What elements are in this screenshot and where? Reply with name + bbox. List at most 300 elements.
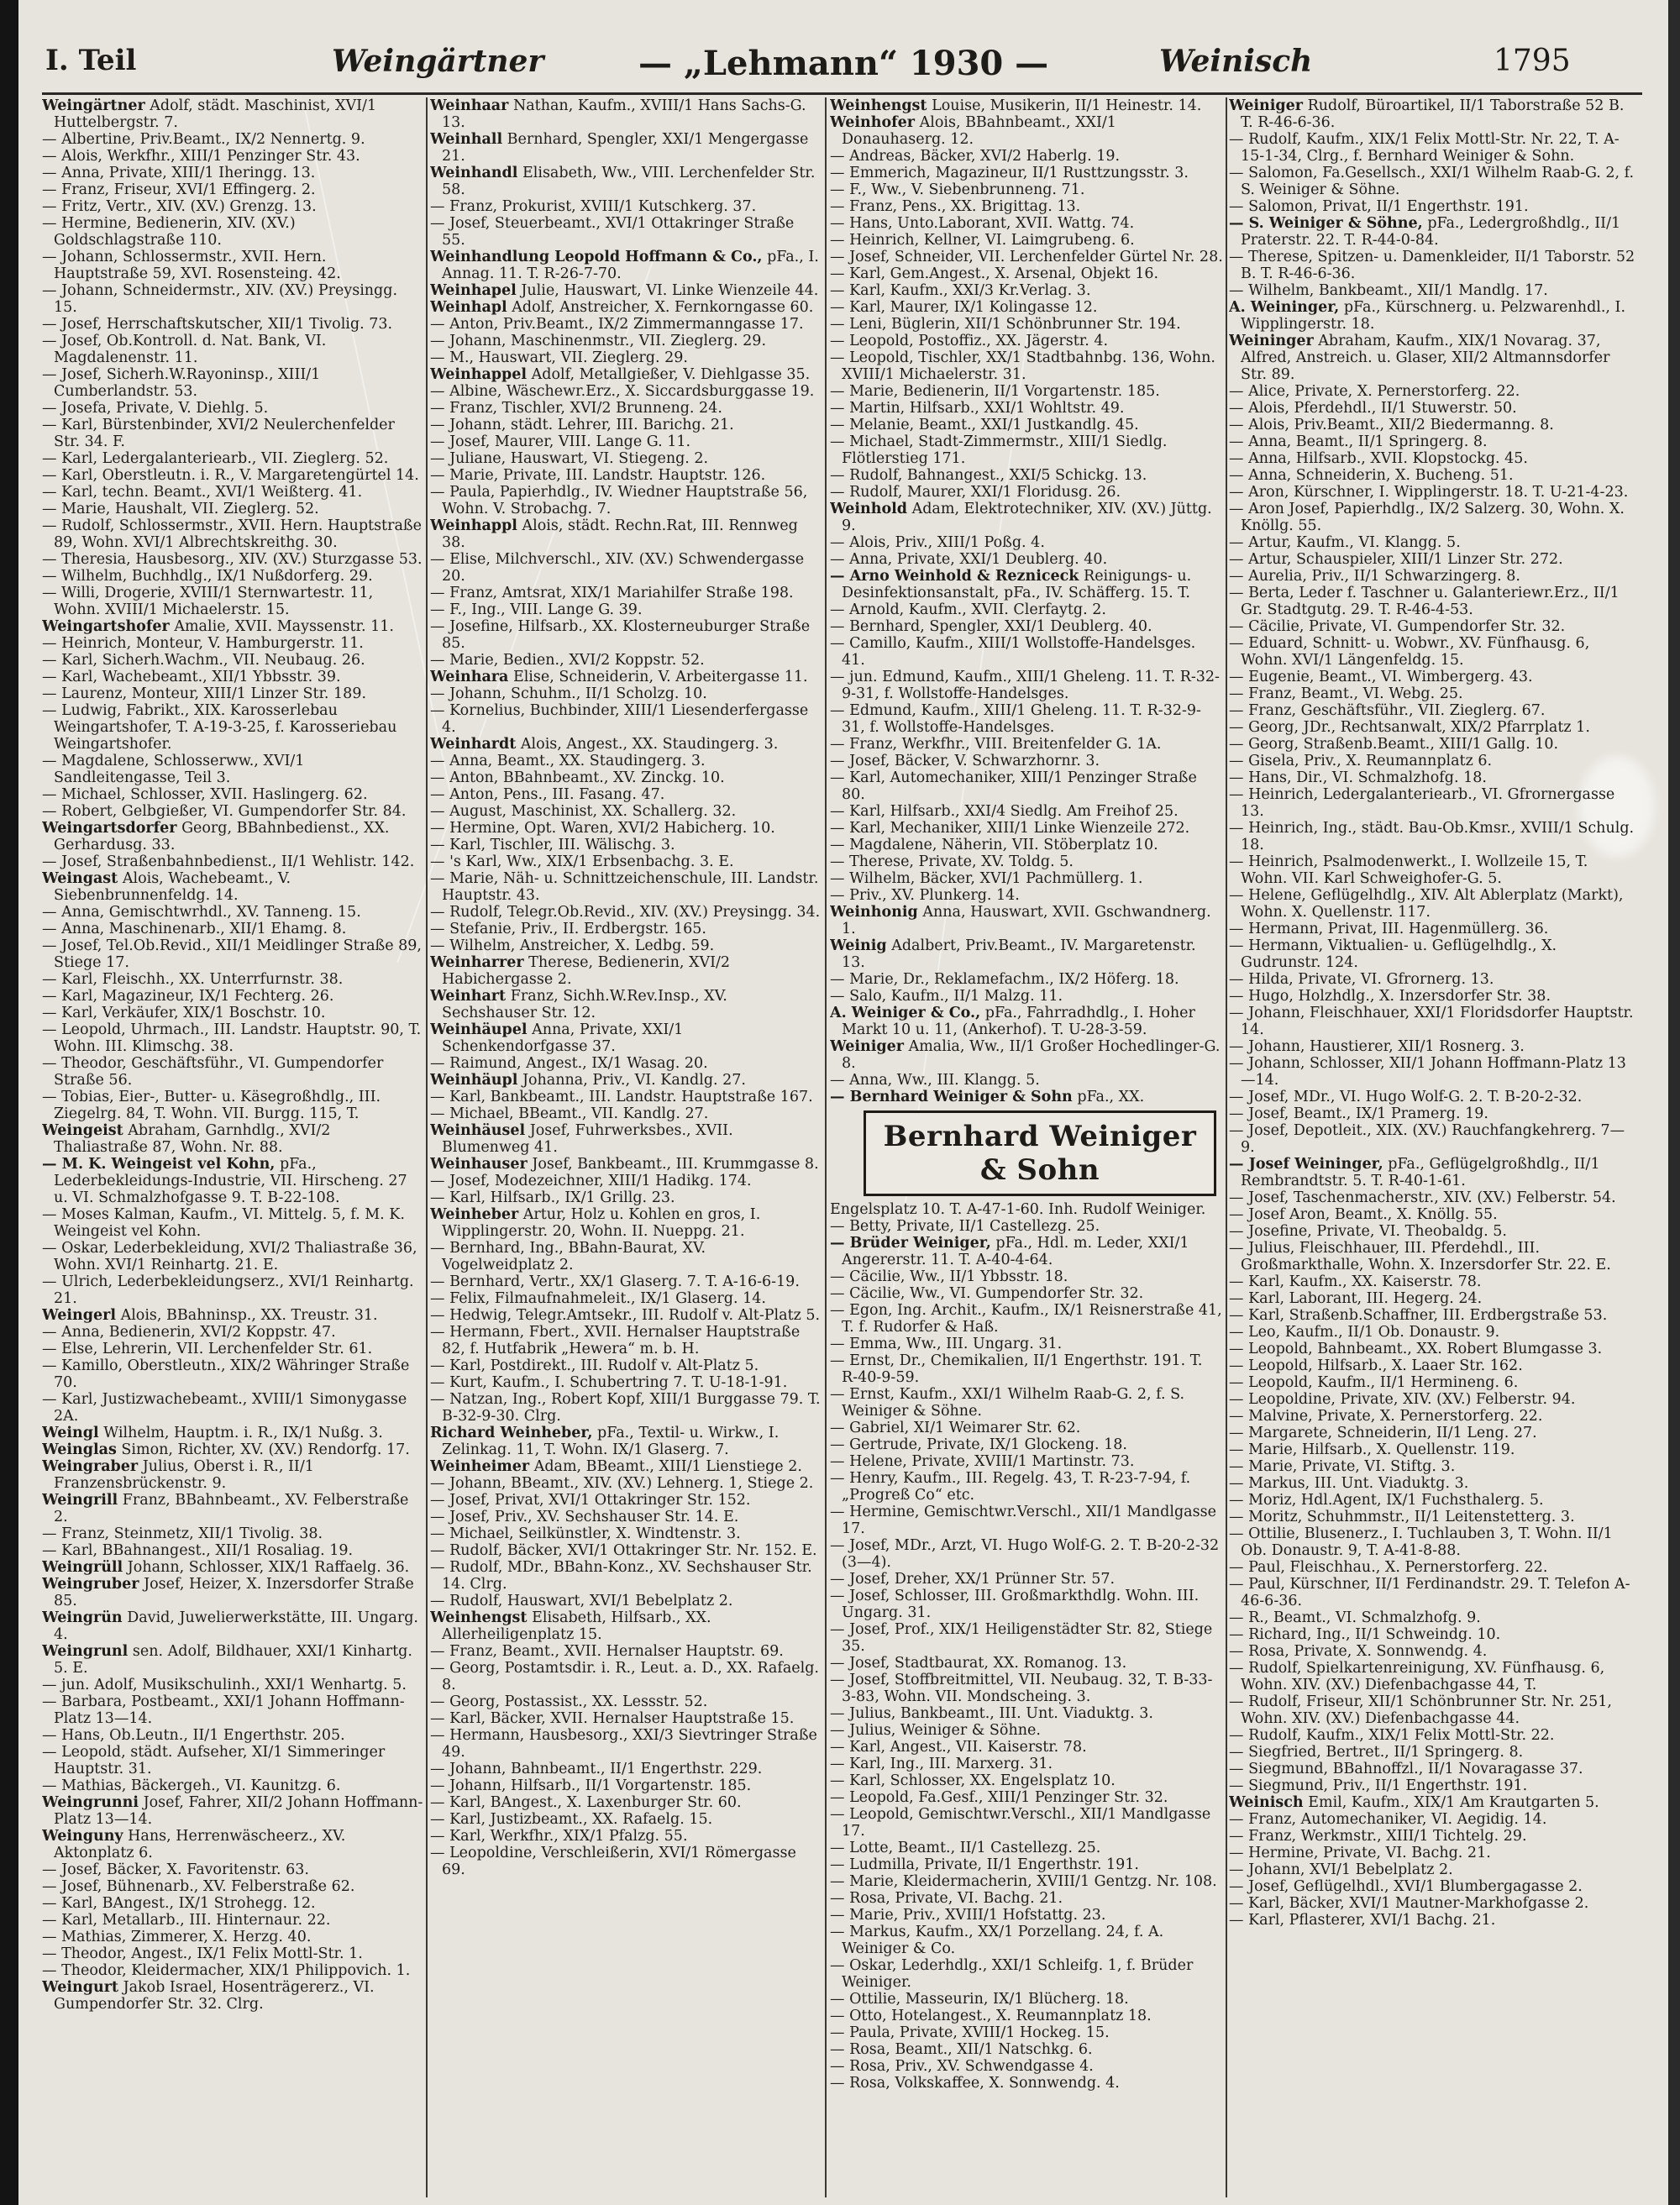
entry-surname: Weinglas: [42, 1441, 117, 1458]
entry-details: — Heinrich, Psalmodenwerkt., I. Wollzeile 15, T. Wohn. VII. Karl Schweighofer-G. 5.: [1229, 853, 1588, 887]
entry-details: — Josef, MDr., VI. Hugo Wolf-G. 2. T. B-20-2-32.: [1229, 1089, 1583, 1105]
entry-details: — Wilhelm, Bankbeamt., XII/1 Mandlg. 17.: [1229, 282, 1548, 299]
entry-details: — Mathias, Bäckergeh., VI. Kaunitzg. 6.: [42, 1777, 341, 1794]
entry-details: — Johann, Fleischhauer, XXI/1 Floridsdorfer Hauptstr. 14.: [1229, 1005, 1634, 1038]
entry-surname: Weinhonig: [830, 904, 918, 921]
entry-details: — Bernhard, Spengler, XXI/1 Deublerg. 40.: [830, 618, 1152, 635]
directory-entry: [430, 1173, 822, 1189]
entry-details: Rudolf, Büroartikel, II/1 Taborstraße 52 B. T. R-46-6-36.: [1241, 97, 1625, 131]
entry-details: — Karl, Wachebeamt., XII/1 Ybbsstr. 39.: [42, 669, 341, 685]
entry-details: pFa., XX.: [1077, 1089, 1145, 1105]
directory-entry: [1229, 719, 1638, 736]
directory-entry: [830, 2058, 1223, 2075]
entry-details: — Josef, MDr., Arzt, VI. Hugo Wolf-G. 2. T. B-20-2-32 (3—4).: [830, 1537, 1220, 1571]
entry-details: — Franz, Werkfhr., VIII. Breitenfelder G. 1A.: [830, 736, 1162, 753]
directory-entry: [1229, 685, 1638, 702]
entry-details: — Artur, Schauspieler, XIII/1 Linzer Str. 272.: [1229, 551, 1563, 568]
directory-entry: [830, 467, 1223, 484]
entry-details: — Karl, Ing., III. Marxerg. 31.: [830, 1756, 1053, 1772]
entry-details: — Heinrich, Ing., städt. Bau-Ob.Kmsr., XVIII/1 Schulg. 18.: [1229, 820, 1635, 853]
directory-entry: [830, 1336, 1223, 1352]
directory-entry: [42, 1525, 424, 1542]
directory-entry: [1229, 433, 1638, 450]
directory-entry: [1229, 1626, 1638, 1643]
entry-surname: Weinisch: [1229, 1794, 1304, 1811]
directory-entry: [830, 501, 1223, 534]
entry-details: — Felix, Filmaufnahmeleit., IX/1 Glaserg. 14.: [430, 1290, 766, 1307]
directory-entry: [1229, 1273, 1638, 1290]
entry-details: — Leopold, Gemischtwr.Verschl., XII/1 Mandlgasse 17.: [830, 1806, 1211, 1840]
directory-entry: [42, 1643, 424, 1677]
entry-details: — Julius, Weiniger & Söhne.: [830, 1722, 1041, 1739]
entry-details: — Bernhard, Vertr., XX/1 Glaserg. 7. T. A-16-6-19.: [430, 1273, 800, 1290]
entry-details: Engelsplatz 10. T. A-47-1-60. Inh. Rudolf Weiniger.: [830, 1201, 1206, 1218]
entry-details: — Karl, Werkfhr., XIX/1 Pfalzg. 55.: [430, 1828, 688, 1845]
entry-details: — Emmerich, Magazineur, II/1 Rusttzungsstr. 3.: [830, 165, 1189, 181]
entry-details: — Eduard, Schnitt- u. Wobwr., XV. Fünfhausg. 6, Wohn. XVI/1 Längenfeldg. 15.: [1229, 635, 1590, 669]
directory-entry: [1229, 1794, 1638, 1811]
entry-details: — Rosa, Beamt., XII/1 Natschkg. 6.: [830, 2041, 1093, 2058]
entry-details: — Franz, Friseur, XVI/1 Effingerg. 2.: [42, 181, 316, 198]
entry-details: — Anton, Priv.Beamt., IX/2 Zimmermanngasse 17.: [430, 316, 804, 333]
directory-entry: [830, 736, 1223, 753]
directory-entry: [830, 1924, 1223, 1957]
directory-entry: [1229, 1425, 1638, 1441]
directory-entry: [1229, 1156, 1638, 1189]
entry-details: — Josefine, Hilfsarb., XX. Klosterneuburger Straße 85.: [430, 618, 811, 652]
entry-surname: — Bernhard Weiniger & Sohn: [830, 1089, 1073, 1105]
directory-entry: [430, 383, 822, 400]
column-1: [42, 97, 424, 2197]
entry-details: sen. Adolf, Bildhauer, XXI/1 Kinhartg. 5. E.: [54, 1643, 412, 1677]
entry-details: — Karl, Justizwachebeamt., XVIII/1 Simonygasse 2A.: [42, 1391, 407, 1425]
entry-surname: Weingrunl: [42, 1643, 129, 1660]
directory-entry: [42, 1391, 424, 1425]
entry-details: Alois, städt. Rechn.Rat, III. Rennweg 38.: [442, 517, 798, 551]
entry-details: — Leni, Büglerin, XII/1 Schönbrunner Str. 194.: [830, 316, 1181, 333]
scan-left-edge: [0, 0, 18, 2205]
entry-details: — Ernst, Kaufm., XXI/1 Wilhelm Raab-G. 2, f. S. Weiniger & Söhne.: [830, 1386, 1185, 1420]
directory-entry: [430, 1794, 822, 1811]
entry-details: — Karl, Hilfsarb., IX/1 Grillg. 23.: [430, 1189, 675, 1206]
entry-surname: Weingrün: [42, 1609, 123, 1626]
directory-entry: [830, 1756, 1223, 1772]
last-entry-name: Weinisch: [1159, 44, 1313, 79]
entry-details: — Franz, Tischler, XVI/2 Brunneng. 24.: [430, 400, 722, 417]
entry-details: — Josef, Stoffbreitmittel, VII. Neubaug. 32, T. B-33-3-83, Wohn. VII. Mondscheing. 3.: [830, 1672, 1213, 1705]
directory-entry: [1229, 635, 1638, 669]
directory-entry: [42, 685, 424, 702]
directory-entry: [42, 467, 424, 484]
directory-entry: [830, 1005, 1223, 1038]
directory-entry: [430, 1542, 822, 1559]
directory-entry: [1229, 1475, 1638, 1492]
page-number: 1795: [1494, 44, 1571, 78]
directory-entry: [430, 1710, 822, 1727]
directory-entry: [830, 753, 1223, 769]
directory-entry: [430, 282, 822, 299]
entry-surname: Weiniger: [830, 1038, 904, 1055]
entry-details: — Josef, Schneider, VII. Lerchenfelder Gürtel Nr. 28.: [830, 249, 1223, 265]
entry-details: — Rudolf, Bahnangest., XXI/5 Schickg. 13.: [830, 467, 1147, 484]
entry-details: — Karl, Kaufm., XX. Kaiserstr. 78.: [1229, 1273, 1482, 1290]
directory-entry: [1229, 585, 1638, 618]
directory-entry: [430, 1643, 822, 1660]
entry-details: — Leopold, Bahnbeamt., XX. Robert Blumgasse 3.: [1229, 1341, 1603, 1357]
entry-details: — Hermann, Fbert., XVII. Hernalser Hauptstraße 82, f. Hutfabrik „Hewera“ m. b. H.: [430, 1324, 801, 1357]
directory-entry: [1229, 820, 1638, 853]
entry-details: — Alice, Private, X. Pernerstorferg. 22.: [1229, 383, 1520, 400]
directory-entry: [1229, 97, 1638, 131]
entry-details: — Helene, Private, XVIII/1 Martinstr. 73.: [830, 1453, 1135, 1470]
directory-entry: [830, 551, 1223, 568]
directory-entry: [430, 652, 822, 669]
entry-details: — Egon, Ing. Archit., Kaufm., IX/1 Reisnerstraße 41, T. f. Rudorfer & Haß.: [830, 1302, 1222, 1336]
directory-entry: [830, 2075, 1223, 2092]
entry-details: — Josef Aron, Beamt., X. Knöllg. 55.: [1229, 1206, 1498, 1223]
directory-entry: [1229, 383, 1638, 400]
entry-details: — Wilhelm, Bäcker, XVI/1 Pachmüllerg. 1.: [830, 870, 1143, 887]
entry-details: — Rudolf, Spielkartenreinigung, XV. Fünfhausg. 6, Wohn. XIV. (XV.) Diefenbachgasse 44, T.: [1229, 1660, 1605, 1693]
directory-entry: [430, 618, 822, 652]
entry-details: Bernhard, Spengler, XXI/1 Mengergasse 21.: [442, 131, 809, 165]
directory-entry: [1229, 1391, 1638, 1408]
directory-entry: [430, 131, 822, 165]
entry-details: — Priv., XV. Plunkerg. 14.: [830, 887, 1020, 904]
entry-details: — Karl, Metallarb., III. Hinternaur. 22.: [42, 1912, 331, 1929]
entry-details: Adolf, städt. Maschinist, XVI/1 Huttelbergstr. 7.: [54, 97, 377, 131]
entry-details: — Else, Lehrerin, VII. Lerchenfelder Str. 61.: [42, 1341, 373, 1357]
entry-surname: Weingartsdorfer: [42, 820, 177, 837]
directory-entry: [430, 1811, 822, 1828]
entry-details: — Salo, Kaufm., II/1 Malzg. 11.: [830, 988, 1063, 1005]
directory-entry: [830, 1302, 1223, 1336]
directory-entry: [430, 702, 822, 736]
directory-entry: [42, 803, 424, 820]
directory-entry: [42, 551, 424, 568]
entry-details: — Theodor, Geschäftsführ., VI. Gumpendorfer Straße 56.: [42, 1055, 384, 1089]
directory-entry: [830, 1722, 1223, 1739]
directory-entry: [42, 316, 424, 333]
first-entry-name: Weingärtner: [332, 44, 544, 79]
entry-surname: Weinig: [830, 937, 887, 954]
entry-details: — Karl, Ledergalanteriearb., VII. Zieglerg. 52.: [42, 450, 389, 467]
directory-entry: [42, 904, 424, 921]
entry-details: — Henry, Kaufm., III. Regelg. 43, T. R-23-7-94, f. „Progreß Co“ etc.: [830, 1470, 1191, 1504]
entry-surname: Weinharrer: [430, 954, 524, 971]
entry-details: — Josefa, Private, V. Diehlg. 5.: [42, 400, 269, 417]
directory-entry: [830, 1655, 1223, 1672]
directory-entry: [430, 299, 822, 316]
entry-details: — Otto, Hotelangest., X. Reumannplatz 18.: [830, 2008, 1152, 2024]
entry-details: — Anna, Hilfsarb., XVII. Klopstockg. 45.: [1229, 450, 1528, 467]
entry-details: — Anton, Pens., III. Fasang. 47.: [430, 786, 665, 803]
directory-entry: [42, 400, 424, 417]
directory-entry: [830, 316, 1223, 333]
entry-details: — Karl, Fleischh., XX. Unterrfurnstr. 38.: [42, 971, 344, 988]
entry-details: pFa., Hdl. m. Leder, XXI/1 Angererstr. 11. T. A-40-4-64.: [842, 1235, 1189, 1268]
entry-details: — Fritz, Vertr., XIV. (XV.) Grenzg. 13.: [42, 198, 317, 215]
directory-entry: [830, 165, 1223, 181]
entry-details: Abraham, Garnhdlg., XVI/2 Thaliastraße 87, Wohn. Nr. 88.: [54, 1122, 331, 1156]
entry-details: — Leopold, Kaufm., II/1 Hermineng. 6.: [1229, 1374, 1519, 1391]
directory-entry: [1229, 249, 1638, 282]
entry-details: — Johann, BBeamt., XIV. (XV.) Lehnerg. 1, Stiege 2.: [430, 1475, 814, 1492]
directory-entry: [42, 1693, 424, 1727]
directory-entry: [1229, 1693, 1638, 1727]
entry-details: — Georg, Straßenb.Beamt., XIII/1 Gallg. 10.: [1229, 736, 1559, 753]
directory-entry: [42, 1794, 424, 1828]
entry-details: Alois, Angest., XX. Staudingerg. 3.: [520, 736, 779, 753]
directory-entry: [1229, 1223, 1638, 1240]
entry-details: — Albertine, Priv.Beamt., IX/2 Nennertg. 9.: [42, 131, 365, 148]
directory-entry: [430, 366, 822, 383]
directory-entry: [42, 1861, 424, 1878]
directory-entry: [1229, 1828, 1638, 1845]
directory-entry: [430, 1660, 822, 1693]
entry-details: — Josef, Dreher, XX/1 Prünner Str. 57.: [830, 1571, 1116, 1588]
directory-entry: [42, 921, 424, 937]
directory-entry: [42, 853, 424, 870]
entry-details: — Salomon, Privat, II/1 Engerthstr. 191.: [1229, 198, 1529, 215]
entry-surname: Weinhengst: [830, 97, 927, 114]
entry-details: — Josef, Ob.Kontroll. d. Nat. Bank, VI. Magdalenenstr. 11.: [42, 333, 327, 366]
directory-entry: [1229, 534, 1638, 551]
entry-details: — Therese, Spitzen- u. Damenkleider, II/1 Taborstr. 52 B. T. R-46-6-36.: [1229, 249, 1635, 282]
entry-details: — Hermine, Private, VI. Bachg. 21.: [1229, 1845, 1491, 1861]
entry-details: — Cäcilie, Ww., II/1 Ybbsstr. 18.: [830, 1268, 1068, 1285]
directory-entry: [42, 1542, 424, 1559]
directory-entry: [430, 1357, 822, 1374]
entry-details: — Leopoldine, Verschleißerin, XVI/1 Römergasse 69.: [430, 1845, 796, 1878]
entry-details: — Karl, Gem.Angest., X. Arsenal, Objekt 16.: [830, 265, 1159, 282]
directory-entry: [430, 1290, 822, 1307]
directory-entry: [1229, 1509, 1638, 1525]
directory-entry: [42, 1005, 424, 1021]
directory-entry: [830, 249, 1223, 265]
directory-entry: [430, 1240, 822, 1273]
entry-details: — Josef, Taschenmacherstr., XIV. (XV.) Felberstr. 54.: [1229, 1189, 1616, 1206]
directory-entry: [42, 484, 424, 501]
directory-entry: [830, 114, 1223, 148]
directory-entry: [42, 1744, 424, 1777]
directory-entry: [1229, 753, 1638, 769]
entry-details: — Karl, BBahnangest., XII/1 Rosaliag. 19.: [42, 1542, 354, 1559]
entry-details: pFa., Kürschnerg. u. Pelzwarenhdl., I. Wipplingerstr. 18.: [1241, 299, 1626, 333]
entry-details: — Franz, Pens., XX. Brigittag. 13.: [830, 198, 1081, 215]
entry-details: — Josef, Bühnenarb., XV. Felberstraße 62.: [42, 1878, 355, 1895]
directory-entry: [42, 1609, 424, 1643]
entry-details: Therese, Bedienerin, XVI/2 Habichergasse 2.: [442, 954, 731, 988]
entry-details: Wilhelm, Hauptm. i. R., IX/1 Nußg. 3.: [103, 1425, 383, 1441]
entry-surname: Weingärtner: [42, 97, 145, 114]
entry-details: — M., Hauswart, VII. Zieglerg. 29.: [430, 349, 688, 366]
entry-details: — Hermann, Privat, III. Hagenmüllerg. 36.: [1229, 921, 1549, 937]
entry-details: — Karl, Bäcker, XVII. Hernalser Hauptstraße 15.: [430, 1710, 795, 1727]
directory-entry: [1229, 282, 1638, 299]
directory-entry: [1229, 1492, 1638, 1509]
entry-details: — Aron, Kürschner, I. Wipplingerstr. 18. T. U-21-4-23.: [1229, 484, 1629, 501]
directory-entry: [830, 1991, 1223, 2008]
directory-entry: [430, 1777, 822, 1794]
directory-entry: [830, 1089, 1223, 1105]
entry-surname: Weininger: [1229, 333, 1314, 349]
directory-entry: [430, 904, 822, 921]
entry-surname: A. Weiniger & Co.,: [830, 1005, 981, 1021]
directory-entry: [1229, 887, 1638, 921]
directory-entry: [430, 1559, 822, 1593]
directory-entry: [1229, 1055, 1638, 1089]
entry-surname: Weinhara: [430, 669, 509, 685]
directory-entry: [430, 1693, 822, 1710]
directory-entry: [830, 417, 1223, 433]
directory-entry: [430, 433, 822, 450]
entry-details: — Gisela, Priv., X. Reumannplatz 6.: [1229, 753, 1493, 769]
entry-details: — Alois, Werkfhr., XIII/1 Penzinger Str. 43.: [42, 148, 360, 165]
directory-entry: [1229, 702, 1638, 719]
header-rule: [42, 92, 1642, 95]
directory-entry: [430, 249, 822, 282]
directory-entry: [1229, 1878, 1638, 1895]
directory-entry: [42, 635, 424, 652]
entry-details: — Karl, Verkäufer, XIX/1 Boschstr. 10.: [42, 1005, 326, 1021]
directory-entry: [42, 988, 424, 1005]
directory-entry: [42, 1206, 424, 1240]
entry-details: — Marie, Hilfsarb., X. Quellenstr. 119.: [1229, 1441, 1515, 1458]
directory-entry: [42, 568, 424, 585]
directory-entry: [42, 1425, 424, 1441]
directory-entry: [830, 1840, 1223, 1856]
entry-details: — Alois, Priv., XIII/1 Poßg. 4.: [830, 534, 1045, 551]
directory-entry: [830, 1201, 1223, 1218]
entry-details: Amalia, Ww., II/1 Großer Hochedlinger-G. 8.: [842, 1038, 1221, 1072]
entry-surname: Weingrill: [42, 1492, 118, 1509]
directory-entry: [1229, 1458, 1638, 1475]
entry-details: Franz, BBahnbeamt., XV. Felberstraße 2.: [54, 1492, 409, 1525]
directory-entry: [430, 1845, 822, 1878]
entry-details: — Emma, Ww., III. Ungarg. 31.: [830, 1336, 1063, 1352]
entry-details: — Josef, Schlosser, III. Großmarkthdlg. Wohn. III. Ungarg. 31.: [830, 1588, 1200, 1621]
entry-details: — Edmund, Kaufm., XIII/1 Gheleng. 11. T. R-32-9-31, f. Wollstoffe-Handelsges.: [830, 702, 1201, 736]
entry-details: — Josef, Straßenbahnbedienst., II/1 Wehlistr. 142.: [42, 853, 415, 870]
directory-entry: [42, 450, 424, 467]
entry-details: — Kurt, Kaufm., I. Schubertring 7. T. U-18-1-91.: [430, 1374, 788, 1391]
directory-entry: [830, 1352, 1223, 1386]
entry-details: — Elise, Milchverschl., XIV. (XV.) Schwendergasse 20.: [430, 551, 805, 585]
directory-entry: [830, 1772, 1223, 1789]
entry-surname: — S. Weiniger & Söhne,: [1229, 215, 1423, 232]
directory-entry: [42, 333, 424, 366]
column-4: [1229, 97, 1638, 2197]
directory-entry: [430, 736, 822, 753]
directory-entry: [1229, 1525, 1638, 1559]
directory-entry: [1229, 400, 1638, 417]
entry-surname: — M. K. Weingeist vel Kohn,: [42, 1156, 276, 1173]
entry-details: — Johann, Maschinenmstr., VII. Zieglerg. 29.: [430, 333, 767, 349]
column-divider: [426, 97, 428, 2197]
directory-entry: [830, 1268, 1223, 1285]
directory-entry: [42, 501, 424, 517]
directory-entry: [42, 1895, 424, 1912]
directory-entry: [42, 1273, 424, 1307]
directory-entry: [430, 198, 822, 215]
entry-details: — Johann, Hilfsarb., II/1 Vorgartenstr. 185.: [430, 1777, 752, 1794]
entry-details: — Siegfried, Bertret., II/1 Springerg. 8.: [1229, 1744, 1524, 1761]
directory-entry: [1229, 131, 1638, 165]
directory-entry: [42, 1324, 424, 1341]
directory-entry: [430, 467, 822, 484]
directory-entry: [42, 1357, 424, 1391]
directory-entry: [830, 299, 1223, 316]
directory-entry: [1229, 669, 1638, 685]
directory-entry: [42, 1777, 424, 1794]
entry-details: — Alois, Priv.Beamt., XII/2 Biedermanng. 8.: [1229, 417, 1554, 433]
entry-details: — Johann, Schuhm., II/1 Scholzg. 10.: [430, 685, 707, 702]
entry-details: — Berta, Leder f. Taschner u. Galanteriewr.Erz., II/1 Gr. Stadtgutg. 29. T. R-46-4-53.: [1229, 585, 1620, 618]
directory-entry: [830, 1470, 1223, 1504]
entry-details: Artur, Holz u. Kohlen en gros, I. Wipplingerstr. 20, Wohn. II. Nueppg. 21.: [442, 1206, 761, 1240]
directory-entry: [830, 232, 1223, 249]
directory-entry: [42, 669, 424, 685]
directory-entry: [830, 1621, 1223, 1655]
entry-details: — Paula, Private, XVIII/1 Hockeg. 15.: [830, 2024, 1110, 2041]
entry-details: Reinigungs- u. Desinfektionsanstalt, pFa., IV. Schäfferg. 15. T.: [842, 568, 1192, 601]
advertisement-box: Bernhard Weiniger & Sohn: [864, 1110, 1216, 1196]
entry-details: — Marie, Private, VI. Stiftg. 3.: [1229, 1458, 1456, 1475]
entry-details: — Julius, Bankbeamt., III. Unt. Viaduktg. 3.: [830, 1705, 1153, 1722]
directory-entry: [830, 769, 1223, 803]
directory-entry: [430, 450, 822, 467]
entry-surname: — Arno Weinhold & Rezniceck: [830, 568, 1079, 585]
column-divider: [1226, 97, 1227, 2197]
entry-details: — Josef, Prof., XIX/1 Heiligenstädter Str. 82, Stiege 35.: [830, 1621, 1213, 1655]
directory-entry: [430, 1189, 822, 1206]
directory-entry: [1229, 551, 1638, 568]
entry-details: — Josef, Depotleit., XIX. (XV.) Rauchfangkehrerg. 7—9.: [1229, 1122, 1625, 1156]
directory-entry: [1229, 921, 1638, 937]
directory-entry: [830, 1873, 1223, 1890]
directory-entry: [1229, 467, 1638, 484]
entry-details: — Karl, Automechaniker, XIII/1 Penzinger Straße 80.: [830, 769, 1197, 803]
entry-details: — Hermine, Bedienerin, XIV. (XV.) Goldschlagstraße 110.: [42, 215, 296, 249]
directory-entry: [430, 937, 822, 954]
entry-details: — Helene, Geflügelhdlg., XIV. Alt Ablerplatz (Markt), Wohn. X. Quellenstr. 117.: [1229, 887, 1624, 921]
directory-entry: [430, 484, 822, 517]
entry-details: — Ludmilla, Private, II/1 Engerthstr. 191.: [830, 1856, 1139, 1873]
directory-entry: [1229, 1005, 1638, 1038]
directory-entry: [430, 1525, 822, 1542]
entry-details: Adolf, Anstreicher, X. Fernkorngasse 60.: [512, 299, 814, 316]
entry-details: — Marie, Bedienerin, II/1 Vorgartenstr. 185.: [830, 383, 1160, 400]
directory-entry: [1229, 971, 1638, 988]
entry-details: — Hans, Dir., VI. Schmalzhofg. 18.: [1229, 769, 1487, 786]
entry-surname: Weiniger: [1229, 97, 1303, 114]
directory-entry: [42, 1055, 424, 1089]
entry-details: — Johann, XVI/1 Bebelplatz 2.: [1229, 1861, 1453, 1878]
directory-entry: [42, 1307, 424, 1324]
entry-surname: Weingartshofer: [42, 618, 170, 635]
directory-entry: [430, 316, 822, 333]
entry-details: — Franz, Geschäftsführ., VII. Zieglerg. 67.: [1229, 702, 1546, 719]
directory-entry: [42, 1727, 424, 1744]
entry-details: — Wilhelm, Buchhdlg., IX/1 Nußdorferg. 29.: [42, 568, 373, 585]
entry-details: — Hans, Unto.Laborant, XVII. Wattg. 74.: [830, 215, 1135, 232]
directory-entry: [1229, 484, 1638, 501]
directory-entry: [42, 165, 424, 181]
directory-entry: [430, 1509, 822, 1525]
entry-details: Amalie, XVII. Mayssenstr. 11.: [174, 618, 394, 635]
directory-entry: [1229, 1643, 1638, 1660]
